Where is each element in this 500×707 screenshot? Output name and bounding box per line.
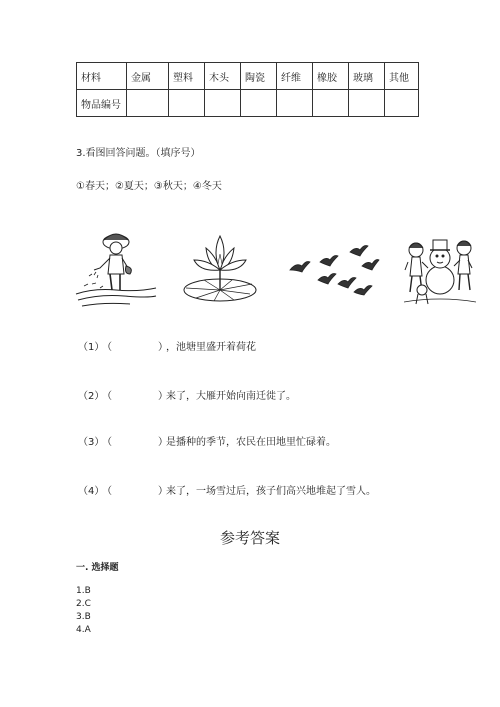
answer-blank-open[interactable]: （ — [102, 437, 112, 448]
table-cell: 木头 — [205, 63, 241, 90]
sentence-text: ，池塘里盛开着荷花 — [166, 342, 256, 353]
flying-geese-image — [284, 240, 380, 296]
table-input-cell[interactable] — [385, 90, 419, 117]
table-row — [77, 90, 419, 117]
list-item: 3.B — [76, 612, 91, 622]
table-input-cell[interactable] — [349, 90, 385, 117]
table-cell: 玻璃 — [349, 63, 385, 90]
answer-blank-open[interactable]: （ — [102, 342, 112, 353]
table-row — [77, 63, 419, 90]
answer-blank-open[interactable]: （ — [102, 486, 112, 497]
answer-blank-open[interactable]: （ — [102, 391, 112, 402]
table-cell: 材料 — [77, 63, 127, 90]
answer-blank-close: ） — [158, 437, 168, 448]
farmer-sowing-image — [74, 228, 158, 308]
list-item: 2.C — [76, 599, 91, 609]
sentence-number: （2） — [78, 391, 105, 402]
season-options: ①春天；②夏天；③秋天；④冬天 — [76, 181, 222, 192]
answer-key-title: 参考答案 — [219, 529, 280, 547]
question-sentence — [78, 387, 296, 402]
table-cell: 物品编号 — [77, 90, 127, 117]
table-input-cell[interactable] — [277, 90, 313, 117]
sentence-number: （4） — [78, 486, 105, 497]
materials-table — [76, 62, 419, 117]
list-item: 4.A — [76, 625, 91, 635]
sentence-number: （1） — [78, 342, 105, 353]
answer-blank-close: ） — [158, 391, 168, 402]
answer-list — [76, 585, 91, 637]
question-sentence — [78, 482, 376, 497]
table-cell: 纤维 — [277, 63, 313, 90]
table-input-cell[interactable] — [169, 90, 205, 117]
section-heading: 一. 选择题 — [76, 563, 119, 573]
table-input-cell[interactable] — [241, 90, 277, 117]
table-cell: 其他 — [385, 63, 419, 90]
sentence-number: （3） — [78, 437, 105, 448]
question-sentence — [78, 338, 256, 353]
lotus-flower-image — [180, 232, 260, 304]
sentence-text: 是播种的季节，农民在田地里忙碌着。 — [166, 437, 336, 448]
table-cell: 陶瓷 — [241, 63, 277, 90]
sentence-text: 来了，大雁开始向南迁徙了。 — [166, 391, 296, 402]
list-item: 1.B — [76, 586, 91, 596]
table-cell: 塑料 — [169, 63, 205, 90]
answer-blank-close: ） — [158, 342, 168, 353]
sentence-text: 来了，一场雪过后，孩子们高兴地堆起了雪人。 — [166, 486, 376, 497]
question-sentence — [78, 433, 336, 448]
question-title: 3.看图回答问题。（填序号） — [76, 148, 201, 159]
children-snowman-image — [404, 226, 476, 306]
table-input-cell[interactable] — [205, 90, 241, 117]
table-input-cell[interactable] — [313, 90, 349, 117]
table-input-cell[interactable] — [127, 90, 169, 117]
table-cell: 橡胶 — [313, 63, 349, 90]
table-cell: 金属 — [127, 63, 169, 90]
answer-blank-close: ） — [158, 486, 168, 497]
